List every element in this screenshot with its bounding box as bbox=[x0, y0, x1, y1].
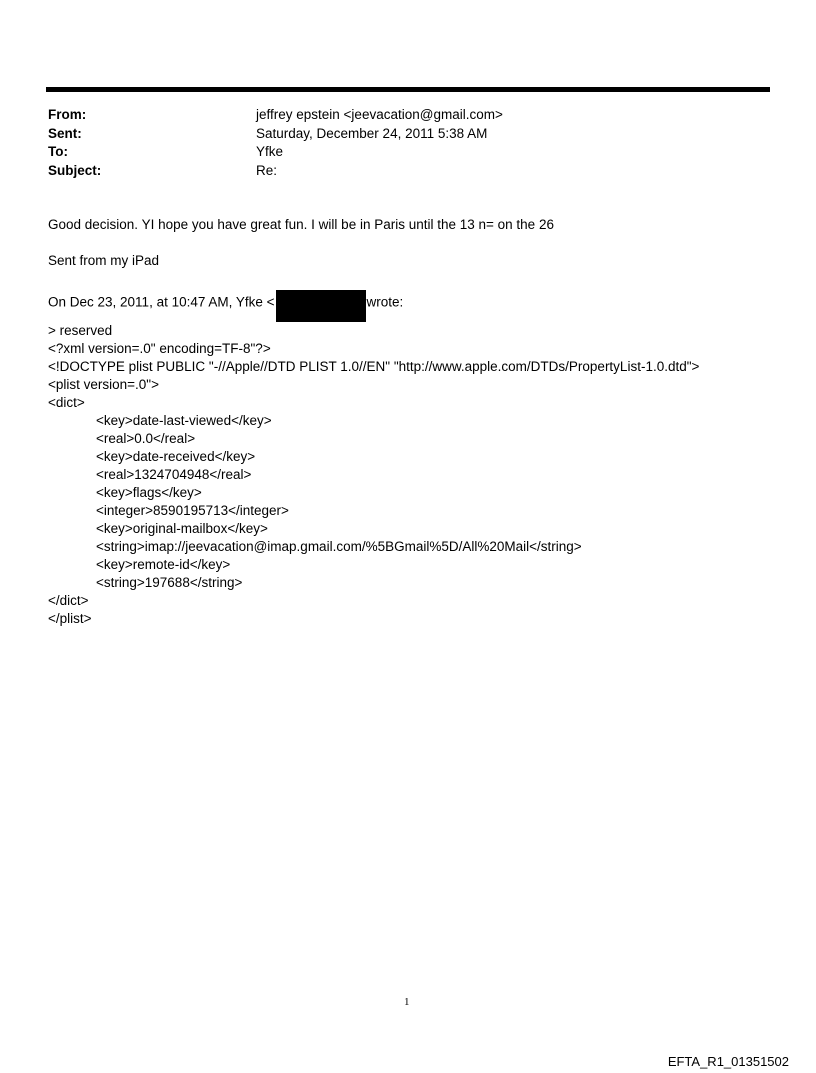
quote-prefix: On Dec 23, 2011, at 10:47 AM, Yfke < bbox=[48, 294, 275, 310]
xml-line: <key>remote-id</key> bbox=[96, 557, 231, 572]
sent-row bbox=[48, 125, 503, 144]
xml-line: <key>date-last-viewed</key> bbox=[96, 413, 272, 428]
sent-label: Sent: bbox=[48, 125, 82, 141]
xml-line: </plist> bbox=[48, 611, 92, 626]
xml-line: > reserved bbox=[48, 323, 113, 338]
quoted-xml-block bbox=[48, 322, 699, 628]
xml-line: <string>imap://jeevacation@imap.gmail.com/%5BGmail%5D/All%20Mail</string> bbox=[96, 539, 582, 554]
sent-value: Saturday, December 24, 2011 5:38 AM bbox=[256, 125, 488, 141]
xml-line: </dict> bbox=[48, 593, 89, 608]
xml-line: <!DOCTYPE plist PUBLIC "-//Apple//DTD PLIST 1.0//EN" "http://www.apple.com/DTDs/PropertyList-1.0.dtd"> bbox=[48, 359, 700, 374]
quote-attribution bbox=[48, 287, 403, 319]
email-header bbox=[48, 106, 503, 180]
subject-value: Re: bbox=[256, 162, 278, 178]
to-row bbox=[48, 143, 503, 162]
xml-line: <integer>8590195713</integer> bbox=[96, 503, 289, 518]
xml-line: <key>flags</key> bbox=[96, 485, 202, 500]
message-line: Good decision. YI hope you have great fun. I will be in Paris until the 13 n= on the 26 bbox=[48, 217, 554, 232]
xml-line: <real>1324704948</real> bbox=[96, 467, 252, 482]
xml-line: <dict> bbox=[48, 395, 85, 410]
redaction-box bbox=[276, 290, 366, 322]
from-value: jeffrey epstein <jeevacation@gmail.com> bbox=[256, 107, 503, 122]
from-row bbox=[48, 106, 503, 125]
subject-label: Subject: bbox=[48, 162, 102, 178]
page-number: 1 bbox=[404, 996, 410, 1008]
signature-line: Sent from my iPad bbox=[48, 253, 160, 268]
bates-number: EFTA_R1_01351502 bbox=[667, 1054, 789, 1069]
to-label: To: bbox=[48, 144, 68, 159]
from-label: From: bbox=[48, 107, 87, 122]
xml-line: <?xml version=.0" encoding=TF-8"?> bbox=[48, 341, 271, 356]
xml-line: <key>original-mailbox</key> bbox=[96, 521, 268, 536]
subject-row bbox=[48, 162, 503, 181]
header-rule bbox=[46, 87, 770, 92]
quote-suffix: wrote: bbox=[366, 294, 404, 310]
xml-line: <real>0.0</real> bbox=[96, 431, 196, 446]
to-value: Yfke bbox=[256, 144, 284, 159]
xml-line: <string>197688</string> bbox=[96, 575, 243, 590]
xml-line: <plist version=.0"> bbox=[48, 377, 159, 392]
xml-line: <key>date-received</key> bbox=[96, 449, 256, 464]
